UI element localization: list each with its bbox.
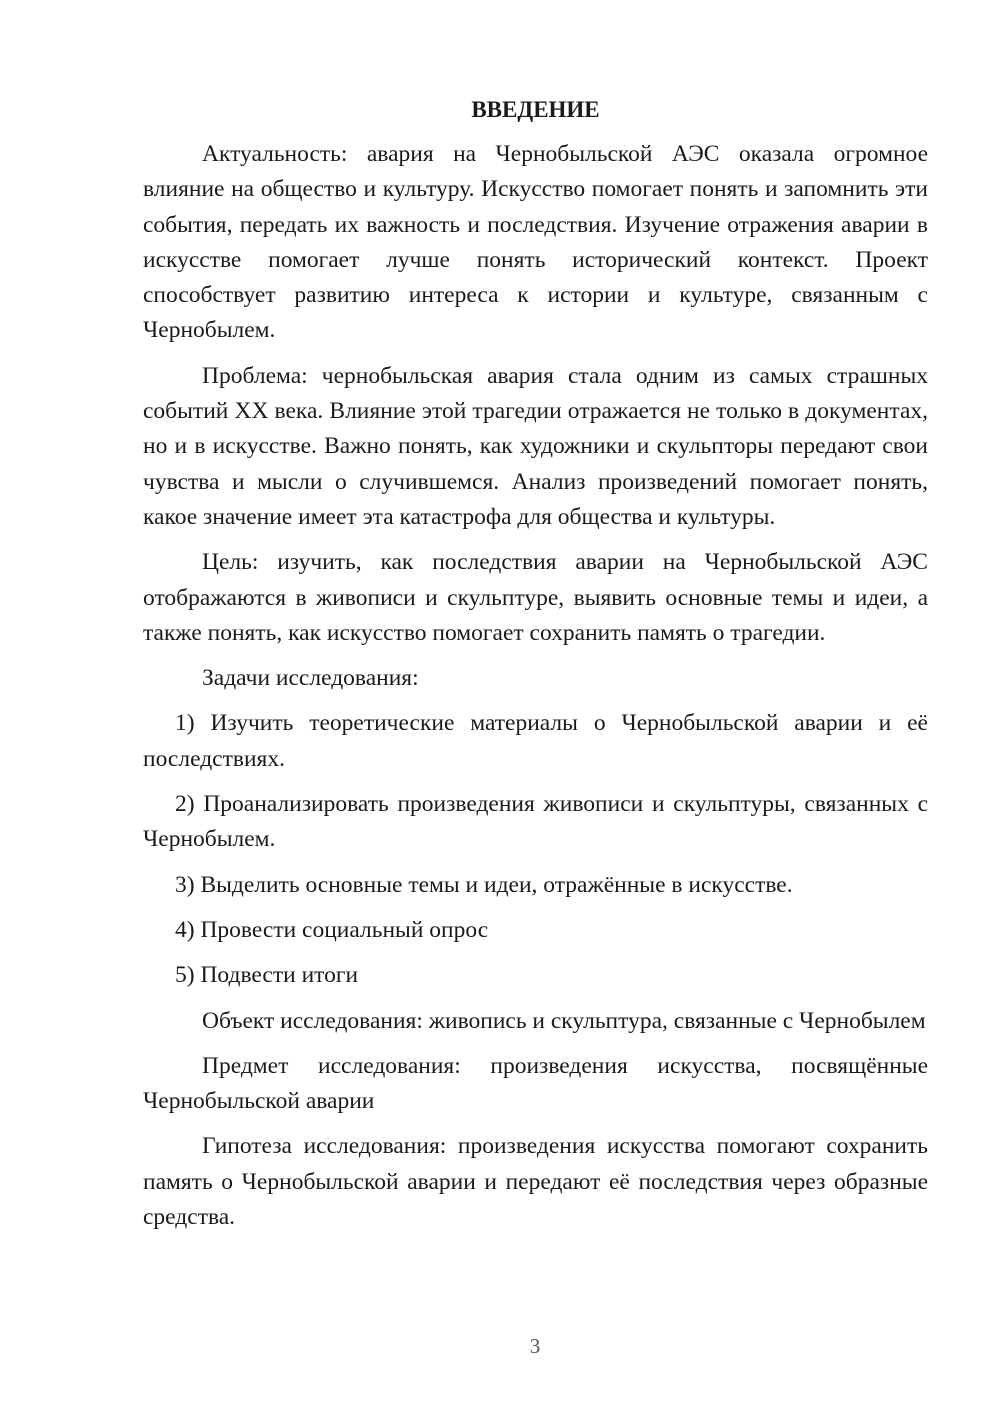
task-item-4: 4) Провести социальный опрос xyxy=(175,916,489,943)
subject-paragraph: Предмет исследования: произведения искусства, посвящённые Чернобыльской аварии xyxy=(143,1052,928,1115)
problem-paragraph: Проблема: чернобыльская авария стала одним из самых страшных событий XX века. Влияние этой трагедии отражается не только в документах, но и в искусстве. Важно понять, как художники и скульпторы передают свои чувства и мысли о случившемся. Анализ произведений помогает понять, какое значение имеет эта катастрофа для общества и культуры. xyxy=(143,362,928,530)
hypothesis-paragraph: Гипотеза исследования: произведения искусства помогают сохранить память о Чернобыльской аварии и передают её последствия через образные средства. xyxy=(143,1133,928,1231)
page-title: ВВЕДЕНИЕ xyxy=(471,97,600,122)
task-item-1: 1) Изучить теоретические материалы о Чернобыльской аварии и её последствиях. xyxy=(143,710,928,772)
task-item-5: 5) Подвести итоги xyxy=(175,962,359,989)
object-paragraph: Объект исследования: живопись и скульптура, связанные с Чернобылем xyxy=(202,1007,926,1034)
relevance-paragraph: Актуальность: авария на Чернобыльской АЭС оказала огромное влияние на общество и культуру. Искусство помогает понять и запомнить эти события, передать их важность и последствия. Изучение отражения аварии в искусстве помогает лучше понять исторический контекст. Проект способствует развитию интереса к истории и культуре, связанным с Чернобылем. xyxy=(143,141,928,344)
task-item-2: 2) Проанализировать произведения живописи и скульптуры, связанных с Чернобылем. xyxy=(143,791,928,853)
page-body xyxy=(143,95,928,1245)
task-item-3: 3) Выделить основные темы и идеи, отражённые в искусстве. xyxy=(175,871,793,898)
tasks-heading: Задачи исследования: xyxy=(202,665,419,692)
goal-paragraph: Цель: изучить, как последствия аварии на Чернобыльской АЭС отображаются в живописи и скульптуре, выявить основные темы и идеи, а также понять, как искусство помогает сохранить память о трагедии. xyxy=(143,549,928,646)
page-number: 3 xyxy=(529,1334,541,1358)
